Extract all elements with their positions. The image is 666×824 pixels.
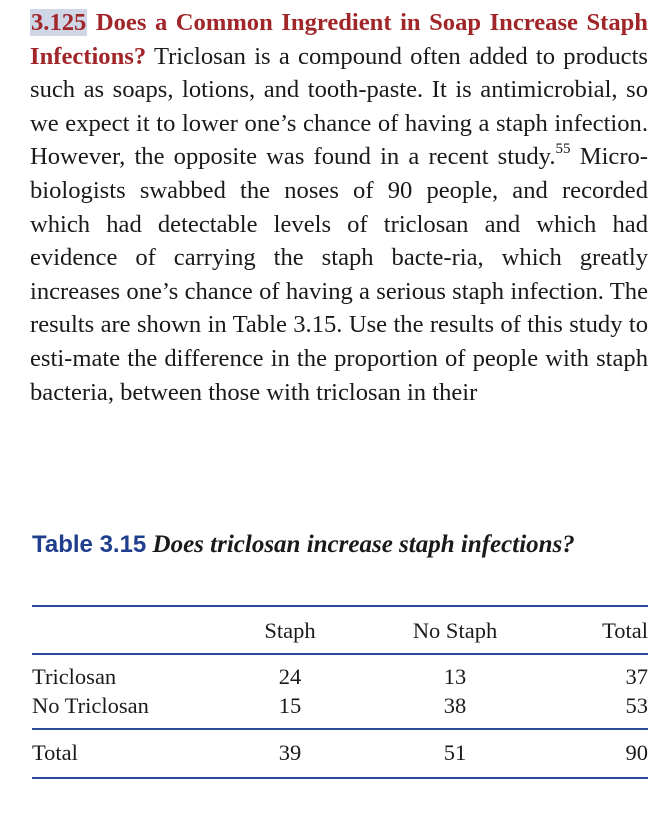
problem-title: Does a Common Ingredient in Soap Increase Staph Infections?	[30, 9, 648, 70]
footnote-reference: 55	[555, 141, 571, 158]
column-header-no-staph: No Staph	[412, 618, 498, 643]
column-header-staph: Staph	[264, 618, 316, 643]
row-label: Total	[32, 740, 78, 765]
cell-staph: 15	[278, 693, 302, 718]
table-label: Table 3.15	[32, 531, 147, 558]
cell-total: 53	[625, 693, 648, 718]
cell-total: 37	[625, 664, 648, 689]
cell-no-staph: 38	[443, 693, 467, 718]
cell-no-staph: 51	[443, 740, 467, 765]
table-header-rule	[32, 653, 648, 655]
problem-text	[30, 6, 648, 409]
cell-staph: 39	[278, 740, 302, 765]
column-header-total: Total	[602, 618, 648, 643]
problem-body-continued: Micro-biologists swabbed the noses of 90 people, and recorded which had detectable levels of triclosan and which had evidence of carrying the staph bacte-ria, which greatly increases one’s chance of having a serious staph infection. The results are shown in Table 3.15. Use the results of this study to esti-mate the difference in the proportion of people with staph bacteria, between those with triclosan in their	[30, 143, 648, 406]
cell-no-staph: 13	[443, 664, 467, 689]
cell-total: 90	[625, 740, 648, 765]
problem-number: 3.125	[31, 9, 87, 36]
row-label: No Triclosan	[32, 693, 149, 718]
row-label: Triclosan	[32, 664, 117, 689]
table-caption-text: Does triclosan increase staph infections?	[152, 531, 575, 558]
table-bottom-rule	[32, 777, 648, 779]
table-top-rule	[32, 605, 648, 607]
problem-body: Triclosan is a compound often added to products such as soaps, lotions, and tooth-paste. It is antimicrobial, so we expect it to lower one’s chance of having a staph infection. However, the opposite was found in a recent study.	[30, 42, 648, 171]
cell-staph: 24	[278, 664, 302, 689]
table-caption	[32, 530, 632, 560]
table-total-rule	[32, 728, 648, 730]
